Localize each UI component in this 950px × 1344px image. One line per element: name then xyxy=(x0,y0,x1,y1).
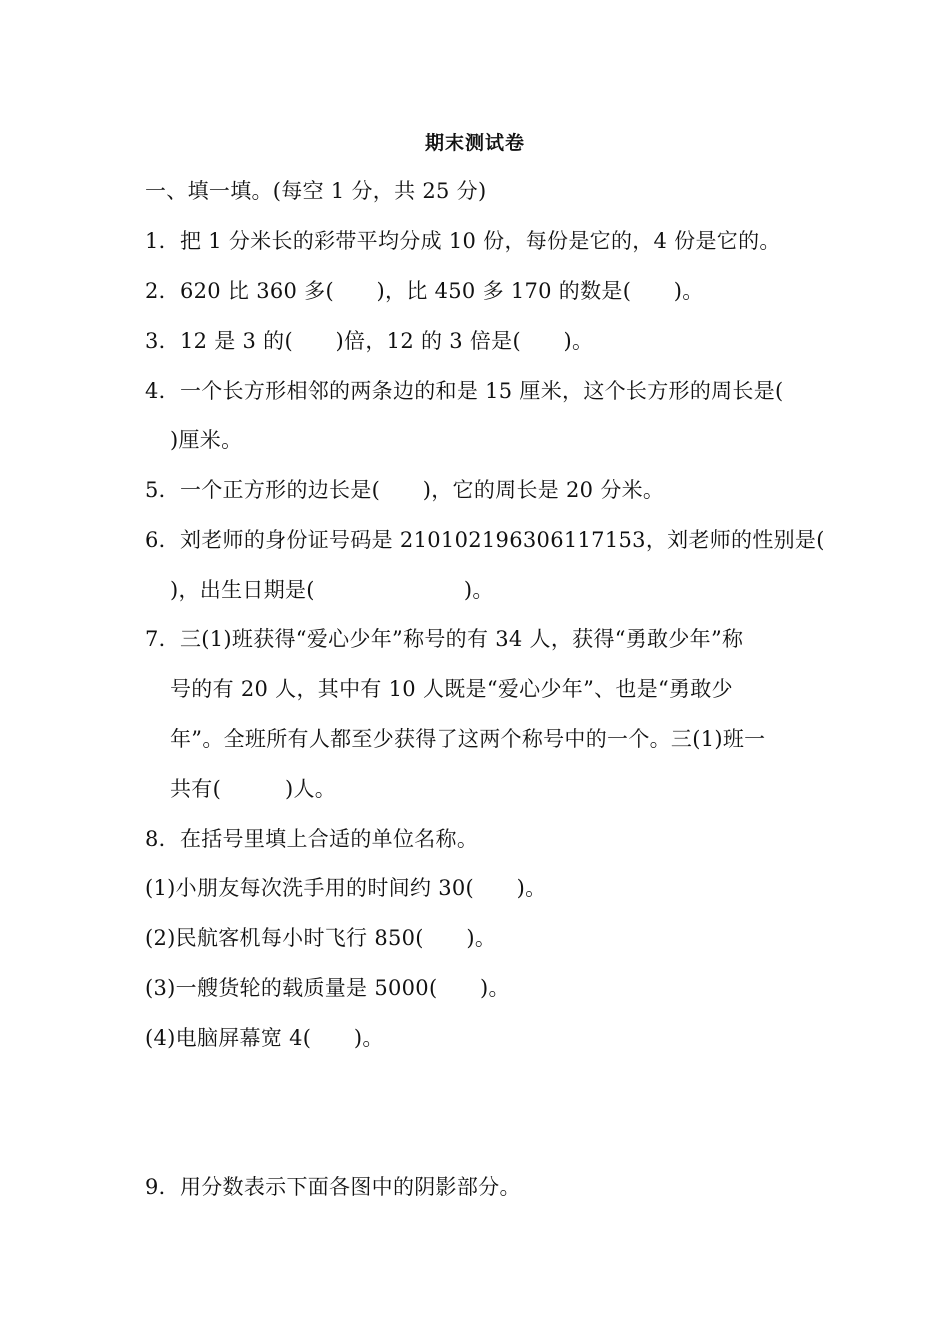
question-8-item-3: (3)一艘货轮的载质量是 5000( )。 xyxy=(145,976,510,1000)
question-8-item-4: (4)电脑屏幕宽 4( )。 xyxy=(145,1026,384,1050)
question-5: 5．一个正方形的边长是( )，它的周长是 20 分米。 xyxy=(145,478,665,502)
question-7-line-2: 号的有 20 人，其中有 10 人既是“爱心少年”、也是“勇敢少 xyxy=(170,677,733,701)
question-2: 2．620 比 360 多( )，比 450 多 170 的数是( )。 xyxy=(145,279,704,303)
question-9: 9．用分数表示下面各图中的阴影部分。 xyxy=(145,1175,521,1199)
question-8-item-1: (1)小朋友每次洗手用的时间约 30( )。 xyxy=(145,876,547,900)
question-6-line-1: 6．刘老师的身份证号码是 210102196306117153，刘老师的性别是( xyxy=(145,528,825,552)
section-heading: 一、填一填。(每空 1 分，共 25 分) xyxy=(145,179,487,203)
question-1: 1．把 1 分米长的彩带平均分成 10 份，每份是它的，4 份是它的。 xyxy=(145,229,781,253)
question-3: 3．12 是 3 的( )倍，12 的 3 倍是( )。 xyxy=(145,329,594,353)
question-7-line-4: 共有( )人。 xyxy=(170,777,337,801)
page-title: 期末测试卷 xyxy=(424,132,525,154)
question-7-line-3: 年”。全班所有人都至少获得了这两个称号中的一个。三(1)班一 xyxy=(170,727,766,751)
question-8: 8．在括号里填上合适的单位名称。 xyxy=(145,827,479,851)
question-8-item-2: (2)民航客机每小时飞行 850( )。 xyxy=(145,926,497,950)
question-4-line-1: 4．一个长方形相邻的两条边的和是 15 厘米，这个长方形的周长是( xyxy=(145,379,784,403)
question-4-line-2: )厘米。 xyxy=(170,428,243,452)
question-7-line-1: 7．三(1)班获得“爱心少年”称号的有 34 人，获得“勇敢少年”称 xyxy=(145,627,744,651)
question-6-line-2: )，出生日期是( )。 xyxy=(170,578,494,602)
